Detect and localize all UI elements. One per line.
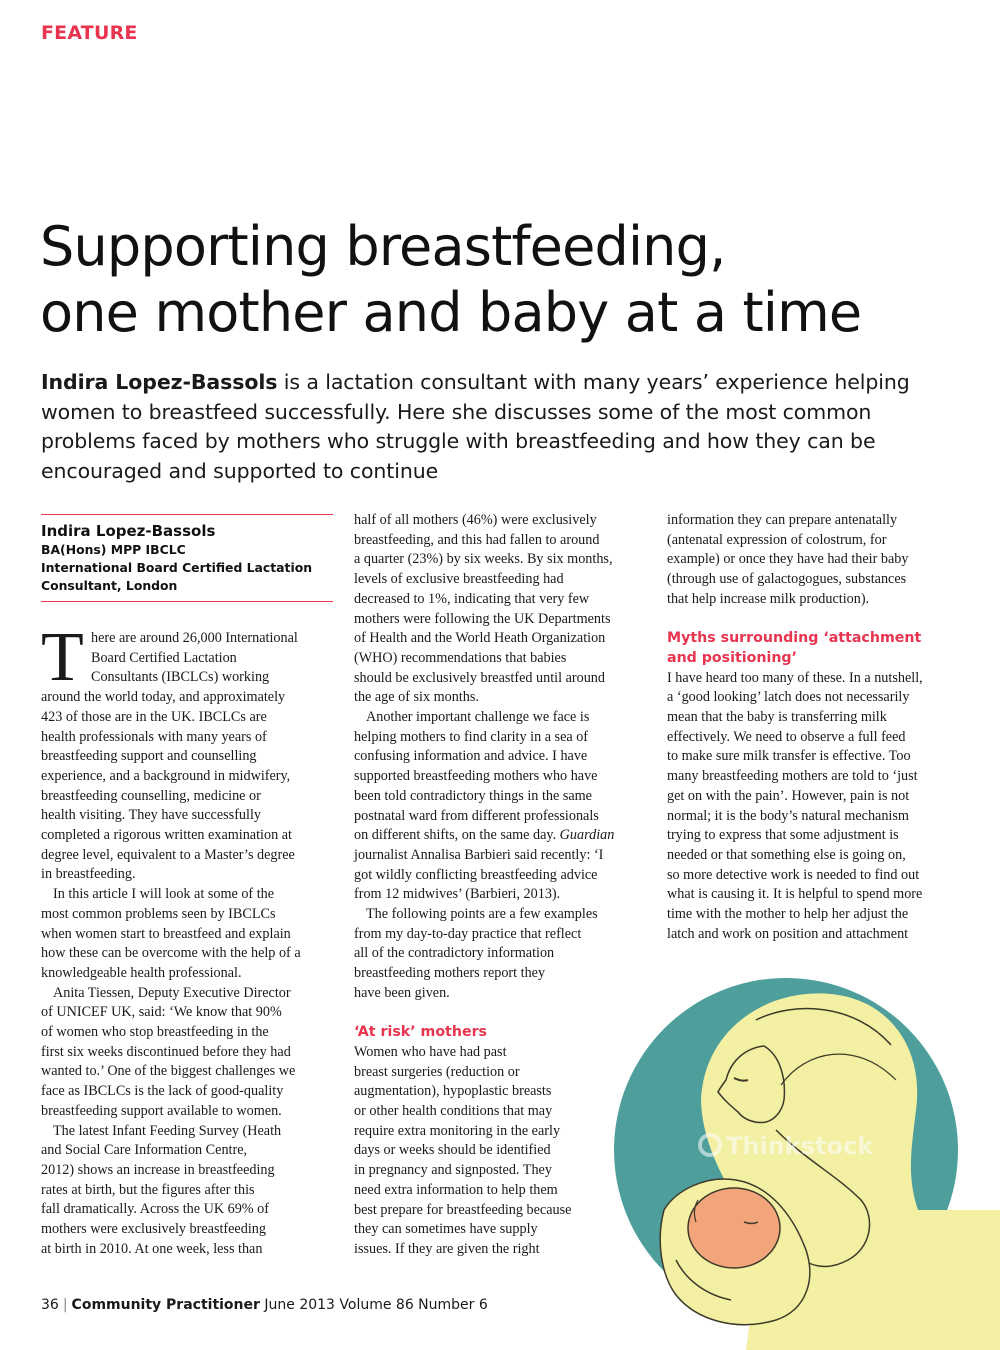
author-credential: International Board Certified Lactation	[41, 560, 313, 575]
text-line: (antenatal expression of colostrum, for	[667, 531, 887, 548]
text-line: the age of six months.	[354, 689, 479, 706]
text-line: wanted to.’ One of the biggest challenges we	[41, 1063, 296, 1080]
text-line: completed a rigorous written examination at	[41, 827, 292, 844]
text-line: many breastfeeding mothers are told to ‘just	[667, 768, 918, 785]
text-line: best prepare for breastfeeding because	[354, 1201, 572, 1218]
text-line: and Social Care Information Centre,	[41, 1142, 248, 1159]
text-line: they can sometimes have supply	[354, 1221, 538, 1238]
text-line: The latest Infant Feeding Survey (Heath	[53, 1122, 282, 1139]
text-line: experience, and a background in midwifery,	[41, 767, 291, 784]
text-line: of UNICEF UK, said: ‘We know that 90%	[41, 1004, 282, 1021]
standfirst-line-1: Indira Lopez-Bassols is a lactation consultant with many years’ experience helping	[41, 370, 910, 394]
text-line: mothers were following the UK Departments	[354, 610, 611, 627]
text-line: augmentation), hypoplastic breasts	[354, 1083, 552, 1100]
text-line: from 12 midwives’ (Barbieri, 2013).	[354, 886, 561, 903]
watermark-text: Thinkstock	[726, 1132, 874, 1160]
text-line: (through use of galactogogues, substances	[667, 571, 907, 588]
column-1	[41, 619, 336, 1260]
text-line: to make sure milk transfer is effective. Too	[667, 748, 911, 765]
text-line: require extra monitoring in the early	[354, 1122, 561, 1139]
text-line: in breastfeeding.	[41, 866, 136, 883]
page-footer	[41, 1297, 488, 1313]
text-line: breastfeeding counselling, medicine or	[41, 787, 261, 804]
text-line: health visiting. They have successfully	[41, 807, 261, 824]
text-line: degree level, equivalent to a Master’s degree	[41, 846, 295, 863]
text-line: In this article I will look at some of the	[53, 886, 275, 903]
mother-baby-illustration	[606, 960, 1000, 1350]
text-line: trying to express that some adjustment is	[667, 827, 899, 844]
text-line: most common problems seen by IBCLCs	[41, 905, 276, 922]
text-line: how these can be overcome with the help of a	[41, 945, 301, 962]
text-line: issues. If they are given the right	[354, 1241, 540, 1257]
subheading-at-risk: ‘At risk’ mothers	[354, 1024, 488, 1041]
text-line: a quarter (23%) by six weeks. By six months,	[354, 551, 613, 568]
text-line: days or weeks should be identified	[354, 1142, 551, 1159]
standfirst	[41, 368, 971, 486]
text-line: mothers were exclusively breastfeeding	[41, 1221, 266, 1238]
text-line: confusing information and advice. I have	[354, 748, 588, 765]
author-credential: Consultant, London	[41, 578, 178, 593]
text-line: or other health conditions that may	[354, 1103, 553, 1120]
footer-separator: |	[62, 1297, 68, 1313]
text-line: information they can prepare antenatally	[667, 512, 898, 528]
text-line: half of all mothers (46%) were exclusively	[354, 512, 597, 528]
text-line: latch and work on position and attachment	[667, 925, 909, 942]
standfirst-line-2: women to breastfeed successfully. Here she discusses some of the most common	[41, 399, 872, 424]
text-line: effectively. We need to observe a full feed	[667, 728, 906, 745]
text-line: helping mothers to find clarity in a sea of	[354, 728, 589, 745]
column-2	[354, 511, 649, 1260]
text-line: Anita Tiessen, Deputy Executive Director	[53, 984, 291, 1001]
journal-name: Community Practitioner	[71, 1297, 260, 1313]
text-line: should be exclusively breastfed until around	[354, 669, 605, 686]
headline-line-1: Supporting breastfeeding,	[40, 215, 726, 278]
text-line: on different shifts, on the same day. Guardian	[354, 827, 615, 844]
text-line: when women start to breastfeed and explain	[41, 925, 291, 942]
text-line: (WHO) recommendations that babies	[354, 649, 567, 666]
text-line: fall dramatically. Across the UK 69% of	[41, 1201, 269, 1218]
text-line: journalist Annalisa Barbieri said recently: ‘I	[354, 846, 604, 863]
text-line: Another important challenge we face is	[366, 709, 590, 726]
text-line: breastfeeding support available to women.	[41, 1102, 282, 1119]
text-line: needed or that something else is going on,	[667, 846, 906, 863]
page-number: 36	[41, 1297, 59, 1313]
text-line: example) or once they have had their baby	[667, 551, 909, 568]
text-line: here are around 26,000 International	[91, 630, 298, 646]
author-byline	[41, 514, 333, 602]
text-line: normal; it is the body’s natural mechanism	[667, 807, 909, 824]
text-line: in pregnancy and signposted. They	[354, 1162, 552, 1179]
text-line: got wildly conflicting breastfeeding advice	[354, 866, 598, 883]
text-line: 423 of those are in the UK. IBCLCs are	[41, 708, 267, 725]
text-line: breastfeeding support and counselling	[41, 748, 257, 765]
text-line: time with the mother to help her adjust the	[667, 906, 909, 923]
issue-info: June 2013 Volume 86 Number 6	[264, 1297, 488, 1313]
text-line: 2012) shows an increase in breastfeeding	[41, 1161, 275, 1178]
text-line: been told contradictory things in the same	[354, 787, 592, 804]
text-line: first six weeks discontinued before they had	[41, 1043, 291, 1060]
text-line: around the world today, and approximately	[41, 689, 286, 706]
text-line: levels of exclusive breastfeeding had	[354, 571, 564, 588]
text-line: at birth in 2010. At one week, less than	[41, 1240, 263, 1257]
baby-head	[688, 1188, 780, 1268]
publication-name: Guardian	[559, 827, 615, 844]
text-line: decreased to 1%, indicating that very few	[354, 590, 590, 607]
text-line: Consultants (IBCLCs) working	[91, 669, 270, 686]
text-line: get on with the pain’. However, pain is not	[667, 787, 910, 804]
text-line: a ‘good looking’ latch does not necessarily	[667, 689, 910, 706]
subheading-myths: and positioning’	[667, 649, 797, 666]
text-line: breastfeeding mothers report they	[354, 965, 546, 982]
text-line: from my day-to-day practice that reflect	[354, 925, 582, 942]
text-line: postnatal ward from different professionals	[354, 807, 599, 824]
text-line: breast surgeries (reduction or	[354, 1063, 520, 1080]
text-line: so more detective work is needed to find out	[667, 866, 920, 883]
text-line: breastfeeding, and this had fallen to around	[354, 531, 600, 548]
thinkstock-watermark	[700, 1132, 874, 1160]
standfirst-line-3: problems faced by mothers who struggle with breastfeeding and how they can be	[41, 429, 876, 453]
text-line: mean that the baby is transferring milk	[667, 709, 887, 726]
text-line: need extra information to help them	[354, 1181, 558, 1198]
text-line: of women who stop breastfeeding in the	[41, 1024, 269, 1041]
text-line: I have heard too many of these. In a nutshell,	[667, 669, 923, 686]
standfirst-line-4: encouraged and supported to continue	[41, 458, 439, 483]
text-line: supported breastfeeding mothers who have	[354, 768, 598, 785]
section-label: FEATURE	[41, 22, 138, 44]
author-name: Indira Lopez-Bassols	[41, 522, 216, 540]
text-line: what is causing it. It is helpful to spend more	[667, 886, 923, 903]
subheading-myths: Myths surrounding ‘attachment	[667, 630, 922, 647]
author-credential: BA(Hons) MPP IBCLC	[41, 542, 186, 557]
text-line: of Health and the World Heath Organization	[354, 630, 606, 647]
text-line: rates at birth, but the figures after this	[41, 1181, 255, 1198]
text-line: The following points are a few examples	[366, 906, 598, 923]
text-line: health professionals with many years of	[41, 728, 267, 745]
text-line: have been given.	[354, 984, 450, 1001]
standfirst-author: Indira Lopez-Bassols	[41, 370, 278, 394]
text-line: Board Certified Lactation	[91, 649, 237, 666]
text-line: that help increase milk production).	[667, 590, 870, 607]
headline	[40, 214, 980, 346]
text-line: all of the contradictory information	[354, 945, 555, 962]
headline-line-2: one mother and baby at a time	[40, 281, 862, 344]
text-line: knowledgeable health professional.	[41, 964, 242, 981]
text-line: face as IBCLCs is the lack of good-quality	[41, 1083, 284, 1100]
text-line: Women who have had past	[354, 1043, 507, 1060]
drop-cap: T	[41, 619, 84, 696]
column-3	[667, 511, 967, 944]
